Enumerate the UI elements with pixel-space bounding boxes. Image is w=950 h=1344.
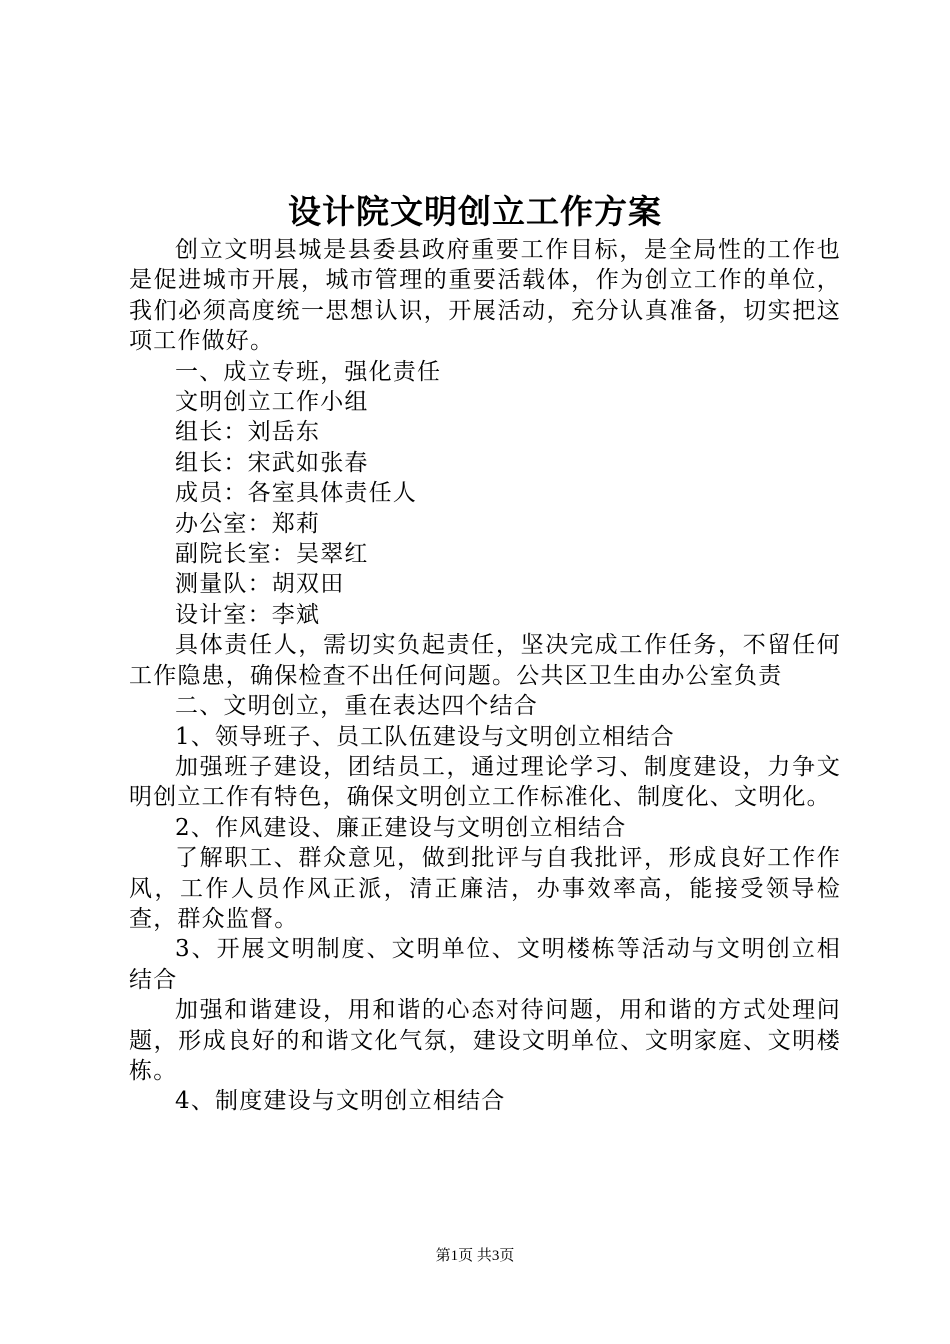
subheading: 1、领导班子、员工队伍建设与文明创立相结合 [175,723,675,750]
subheading: 2、作风建设、廉正建设与文明创立相结合 [175,814,627,841]
paragraph: 办公室：郑莉 [175,510,321,537]
paragraph: 成员：各室具体责任人 [175,480,417,507]
paragraph: 了解职工、群众意见，做到批评与自我批评，形成良好工作作风，工作人员作风正派，清正廉洁，办事效率高，能接受领导检查，群众监督。 [129,845,841,932]
paragraph: 加强班子建设，团结员工，通过理论学习、制度建设，力争文明创立工作有特色，确保文明创立工作标准化、制度化、文明化。 [129,753,841,811]
subheading: 4、制度建设与文明创立相结合 [175,1088,506,1115]
paragraph: 文明创立工作小组 [175,389,369,416]
page-footer: 第1页 共3页 [435,1248,515,1264]
subheading: 3、开展文明制度、文明单位、文明楼栋等活动与文明创立相结合 [129,936,841,993]
paragraph: 设计室：李斌 [175,601,321,628]
section-heading-2: 二、文明创立，重在表达四个结合 [175,693,538,720]
document-body [129,235,841,1117]
paragraph-intro: 创立文明县城是县委县政府重要工作目标，是全局性的工作也是促进城市开展，城市管理的重要活载体，作为创立工作的单位，我们必须高度统一思想认识，开展活动，充分认真准备，切实把这项工作做好。 [129,237,841,355]
paragraph: 加强和谐建设，用和谐的心态对待问题，用和谐的方式处理问题，形成良好的和谐文化气氛，建设文明单位、文明家庭、文明楼栋。 [129,997,841,1084]
paragraph: 测量队：胡双田 [175,571,345,598]
paragraph: 组长：宋武如张春 [175,449,369,476]
paragraph: 副院长室：吴翠红 [175,541,369,568]
section-heading-1: 一、成立专班，强化责任 [175,358,442,385]
paragraph: 组长：刘岳东 [175,419,321,446]
page-title: 设计院文明创立工作方案 [288,192,662,231]
paragraph: 具体责任人，需切实负起责任，坚决完成工作任务，不留任何工作隐患，确保检查不出任何问题。公共区卫生由办公室负责 [129,632,841,689]
